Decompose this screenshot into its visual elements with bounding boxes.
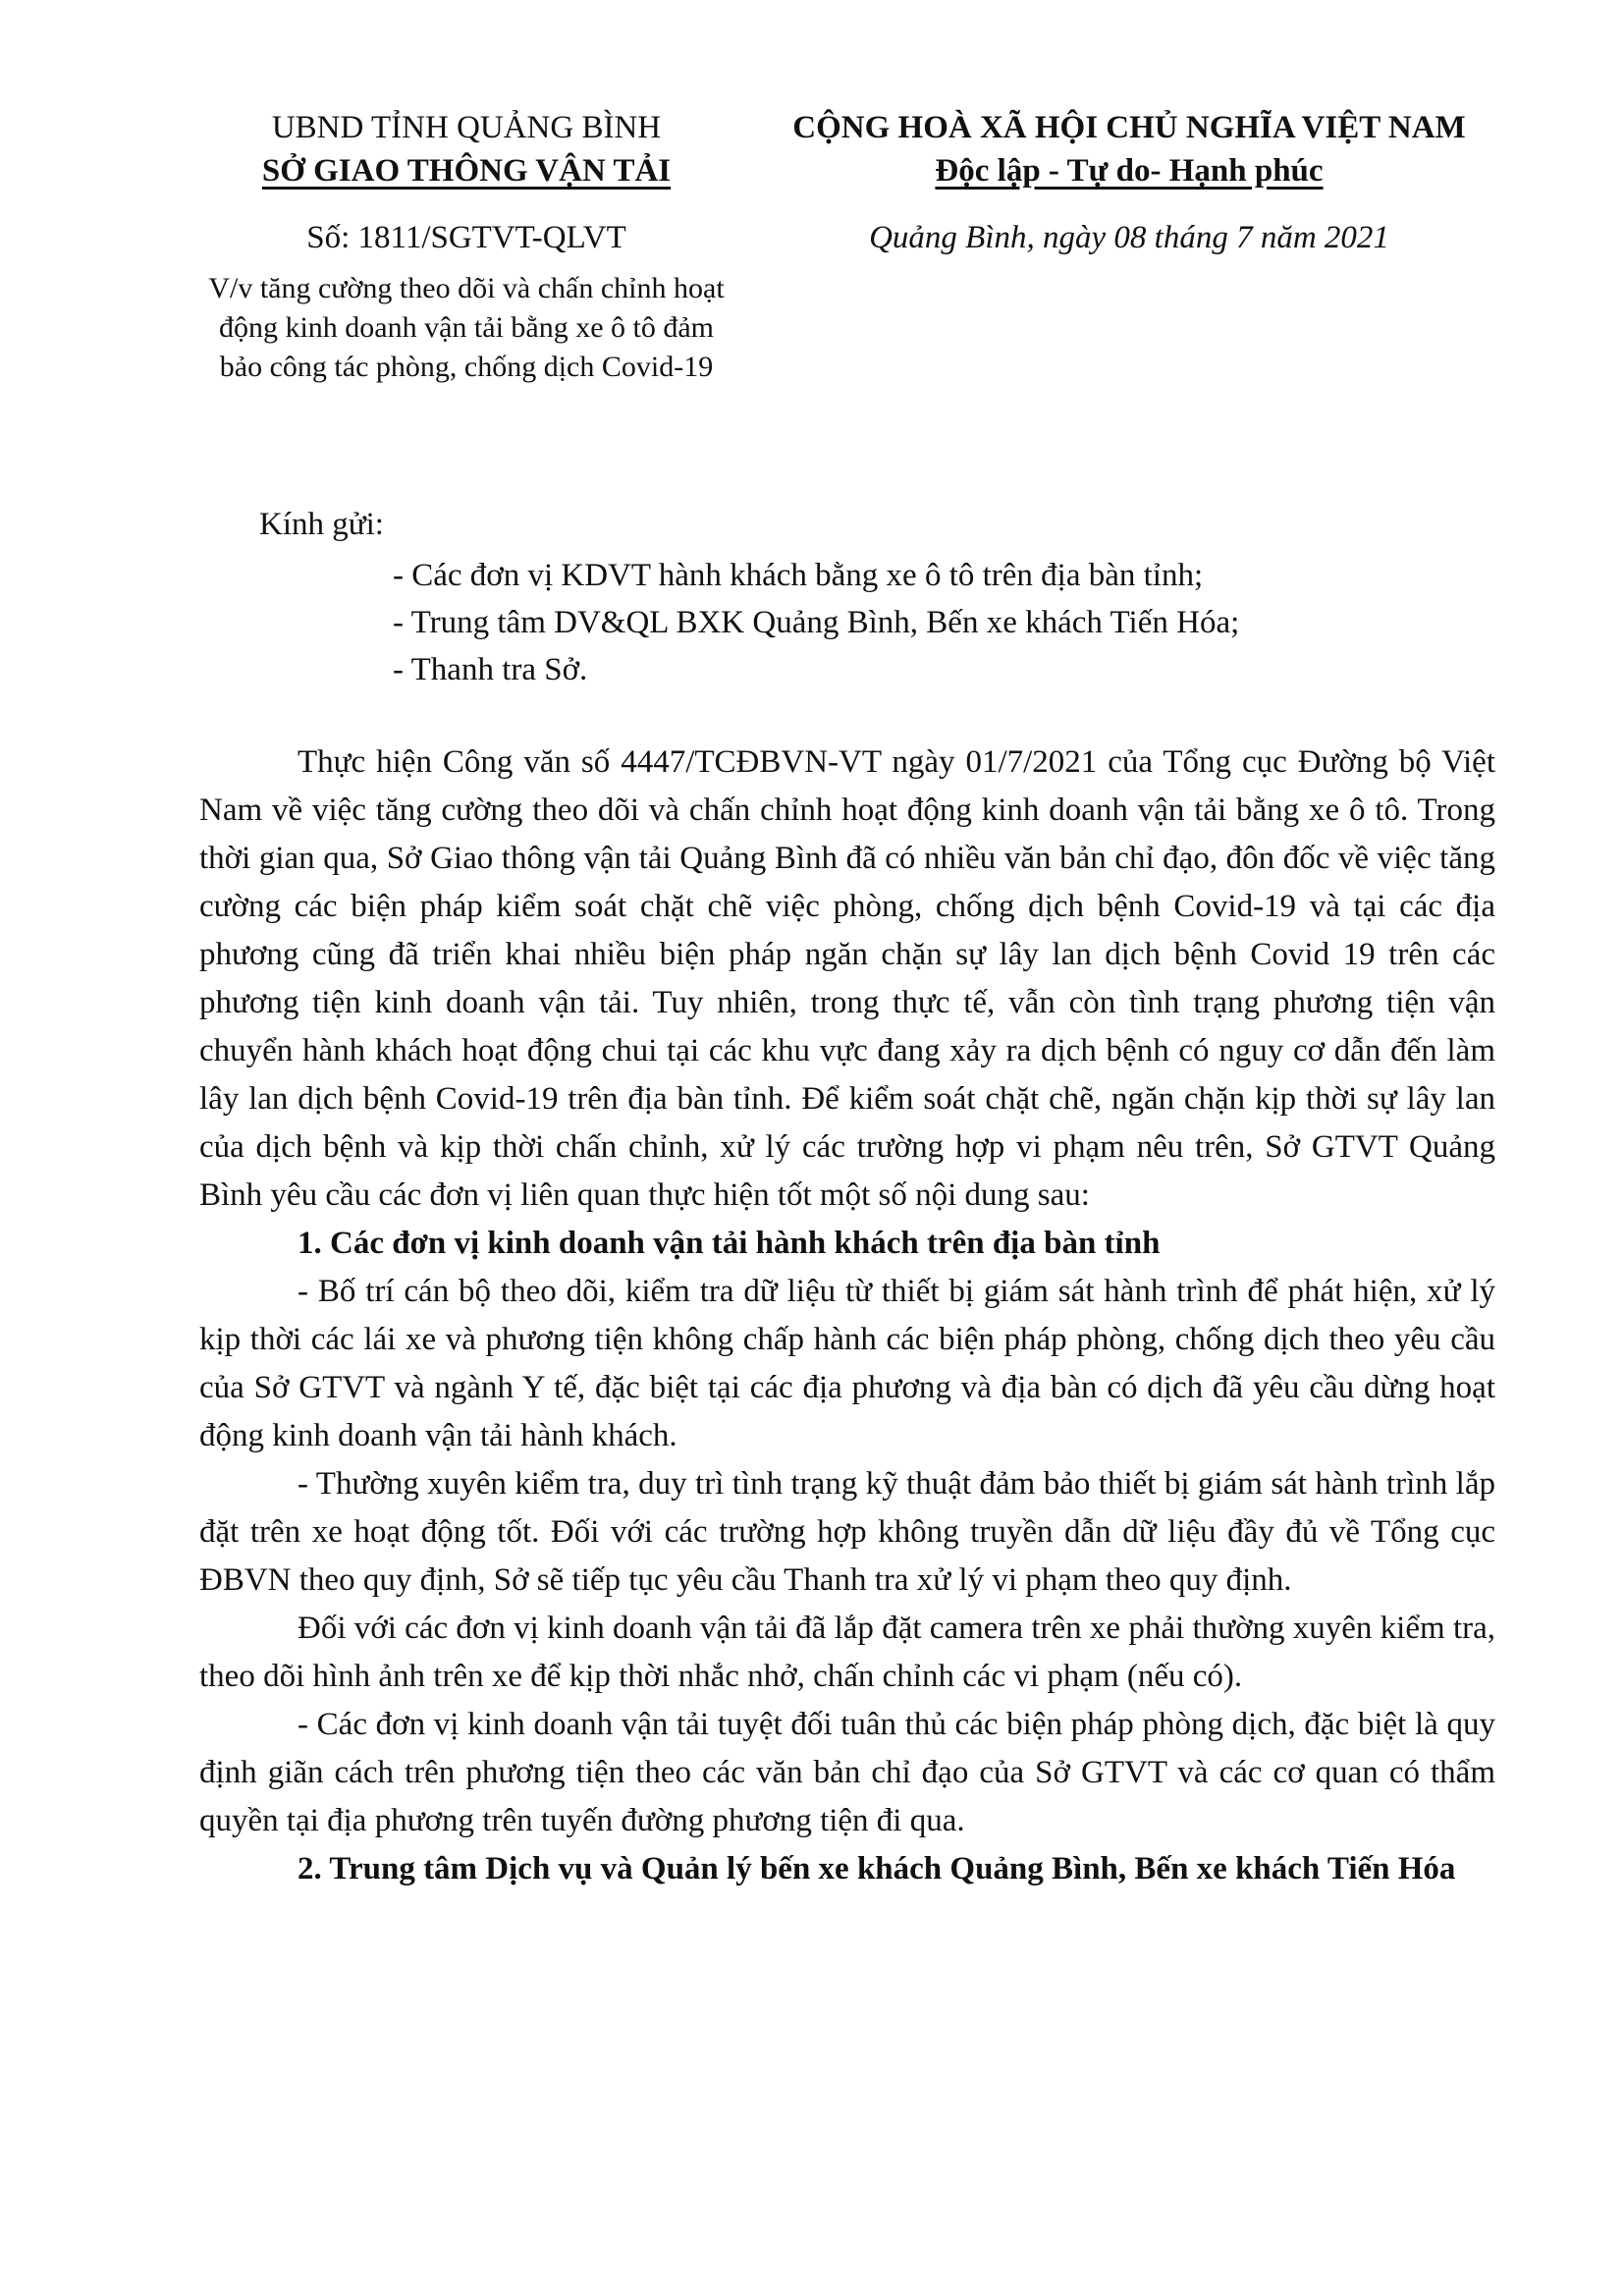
section-1-heading: 1. Các đơn vị kinh doanh vận tải hành khách trên địa bàn tỉnh (298, 1226, 1161, 1261)
recipient-item: - Các đơn vị KDVT hành khách bằng xe ô tô trên địa bàn tỉnh; (393, 558, 1204, 593)
document-body (199, 738, 1495, 1893)
section-2-heading: 2. Trung tâm Dịch vụ và Quản lý bến xe khách Quảng Bình, Bến xe khách Tiến Hóa (298, 1851, 1456, 1886)
recipient-item: - Thanh tra Sở. (393, 652, 588, 687)
recipient-item: - Trung tâm DV&QL BXK Quảng Bình, Bến xe khách Tiến Hóa; (393, 605, 1240, 640)
parent-agency: UBND TỈNH QUẢNG BÌNH (271, 110, 662, 145)
place-date: Quảng Bình, ngày 08 tháng 7 năm 2021 (869, 220, 1389, 255)
recipients-list (393, 552, 1239, 693)
recipients-label: Kính gửi: (259, 507, 384, 542)
national-header-block (731, 106, 1527, 259)
section-1-paragraph: Đối với các đơn vị kinh doanh vận tải đã lắp đặt camera trên xe phải thường xuyên kiểm tra, theo dõi hình ảnh trên xe để kịp thời nhắc nhở, chấn chỉnh các vi phạm (nếu có). (199, 1611, 1495, 1694)
section-1-paragraph: - Các đơn vị kinh doanh vận tải tuyệt đối tuân thủ các biện pháp phòng dịch, đặc biệt là quy định giãn cách trên phương tiện theo các văn bản chỉ đạo của Sở GTVT và các cơ quan có thẩm quyền tại địa phương trên tuyến đường phương tiện đi qua. (199, 1707, 1495, 1838)
section-1-paragraph: - Bố trí cán bộ theo dõi, kiểm tra dữ liệu từ thiết bị giám sát hành trình để phát hiện, xử lý kịp thời các lái xe và phương tiện không chấp hành các biện pháp phòng, chống dịch theo yêu cầu của Sở GTVT và ngành Y tế, đặc biệt tại các địa phương và địa bàn có dịch đã yêu cầu dừng hoạt động kinh doanh vận tải hành khách. (199, 1274, 1495, 1453)
document-subject: V/v tăng cường theo dõi và chấn chỉnh hoạt động kinh doanh vận tải bằng xe ô tô đảm bảo công tác phòng, chống dịch Covid-19 (208, 272, 725, 383)
document-number: Số: 1811/SGTVT-QLVT (306, 220, 626, 255)
issuing-agency-block (201, 106, 731, 387)
section-1-paragraph: - Thường xuyên kiểm tra, duy trì tình trạng kỹ thuật đảm bảo thiết bị giám sát hành trình lắp đặt trên xe hoạt động tốt. Đối với các trường hợp không truyền dẫn dữ liệu đầy đủ về Tổng cục ĐBVN theo quy định, Sở sẽ tiếp tục yêu cầu Thanh tra xử lý vi phạm theo quy định. (199, 1466, 1495, 1598)
intro-paragraph: Thực hiện Công văn số 4447/TCĐBVN-VT ngày 01/7/2021 của Tổng cục Đường bộ Việt Nam về việc tăng cường theo dõi và chấn chỉnh hoạt động kinh doanh vận tải bằng xe ô tô. Trong thời gian qua, Sở Giao thông vận tải Quảng Bình đã có nhiều văn bản chỉ đạo, đôn đốc về việc tăng cường các biện pháp kiểm soát chặt chẽ việc phòng, chống dịch bệnh Covid-19 và tại các địa phương cũng đã triển khai nhiều biện pháp ngăn chặn sự lây lan dịch bệnh Covid 19 trên các phương tiện kinh doanh vận tải. Tuy nhiên, trong thực tế, vẫn còn tình trạng phương tiện vận chuyển hành khách hoạt động chui tại các khu vực đang xảy ra dịch bệnh có nguy cơ dẫn đến làm lây lan dịch bệnh Covid-19 trên địa bàn tỉnh. Để kiểm soát chặt chẽ, ngăn chặn kịp thời sự lây lan của dịch bệnh và kịp thời chấn chỉnh, xử lý các trường hợp vi phạm nêu trên, Sở GTVT Quảng Bình yêu cầu các đơn vị liên quan thực hiện tốt một số nội dung sau: (199, 744, 1495, 1213)
agency-name: SỞ GIAO THÔNG VẬN TẢI (261, 153, 672, 189)
national-motto: Độc lập - Tự do- Hạnh phúc (935, 153, 1324, 189)
nation-title: CỘNG HOÀ XÃ HỘI CHỦ NGHĨA VIỆT NAM (792, 110, 1466, 145)
